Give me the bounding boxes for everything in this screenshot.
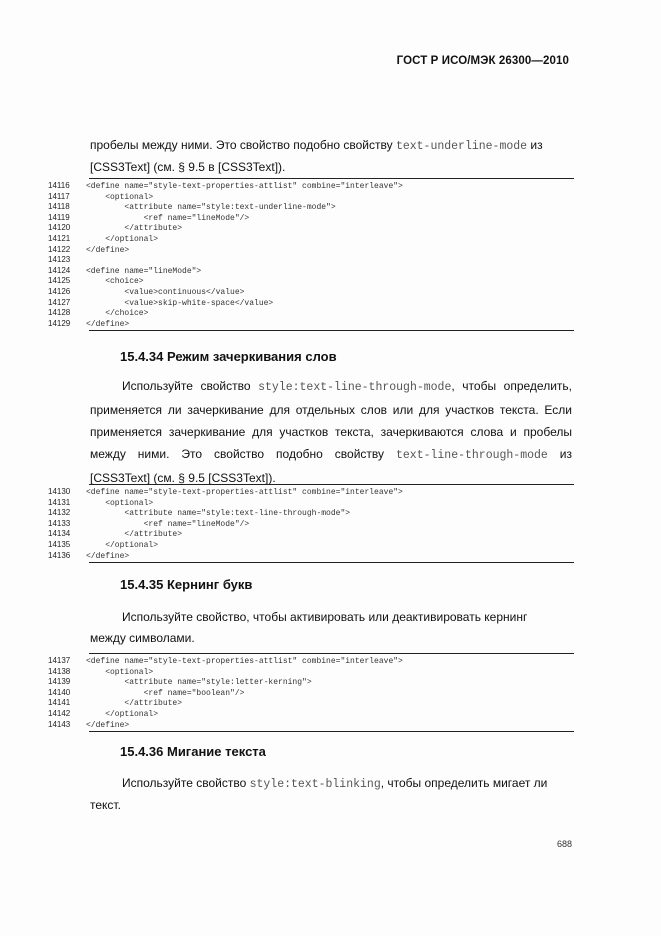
code-text: <ref name="lineMode"/> [86, 519, 250, 529]
line-number: 14143 [48, 719, 71, 729]
code-line [48, 298, 273, 308]
section-15-4-34-paragraph [90, 375, 572, 489]
line-number: 14138 [48, 666, 71, 676]
line-number: 14139 [48, 677, 71, 687]
line-number: 14126 [48, 287, 71, 296]
line-number: 14136 [48, 550, 71, 560]
code-text: <optional> [86, 498, 154, 508]
line-number: 14120 [48, 223, 71, 233]
code-text: </optional> [86, 541, 159, 550]
s1-code-2: text-line-through-mode [395, 449, 548, 462]
code-line [48, 192, 153, 202]
s1-code: style:text-line-through-mode [258, 381, 452, 394]
code-line [48, 656, 403, 666]
code-text: <define name="style-text-properties-attlist" combine="interleave"> [86, 488, 403, 497]
code-line [48, 245, 129, 255]
section-15-4-36-line-2: текст. [90, 798, 121, 812]
code-line [48, 498, 153, 508]
code-line [48, 529, 182, 539]
line-number: 14137 [48, 656, 71, 665]
code-line [48, 508, 350, 518]
code-text: </define> [86, 319, 130, 329]
intro-line-2: [CSS3Text] (см. § 9.5 в [CSS3Text]). [90, 160, 286, 174]
section-15-4-36-line-1 [90, 772, 572, 796]
code-line [48, 308, 148, 318]
line-number: 14129 [48, 318, 71, 328]
code-rule-bottom [89, 731, 574, 732]
code-text: <attribute name="style:text-line-through-mode"> [86, 509, 351, 519]
line-number: 14121 [48, 234, 71, 243]
code-text: <optional> [86, 192, 154, 202]
code-line [48, 688, 244, 698]
line-number: 14119 [48, 212, 70, 222]
line-number: 14116 [48, 181, 70, 190]
line-number: 14122 [48, 244, 71, 254]
intro-code: text-underline-mode [395, 140, 528, 153]
code-text: <define name="style-text-properties-attlist" combine="interleave"> [86, 657, 403, 666]
s1-text-end: , чтобы определить, применяется ли зачеркивание для отдельных слов или для участков текста. Если применяется зачеркивание для участков текста, зачеркиваются слова и пробелы между ними. Это свойство подобно свойству [90, 379, 572, 461]
line-number: 14141 [48, 698, 71, 708]
code-text: <define name="lineMode"> [86, 266, 202, 276]
s3-text-end: , чтобы определить мигает ли [380, 776, 548, 790]
page-number: 688 [557, 839, 573, 849]
code-line [48, 234, 158, 244]
section-heading-15-4-35: 15.4.35 Кернинг букв [120, 577, 253, 592]
code-text: <attribute name="style:letter-kerning"> [86, 678, 312, 688]
line-number: 14133 [48, 518, 71, 528]
code-line [48, 667, 153, 677]
code-rule-top [89, 484, 574, 485]
code-line [48, 540, 158, 550]
line-number: 14124 [48, 265, 71, 275]
code-line [48, 319, 129, 329]
code-text: <ref name="lineMode"/> [86, 213, 250, 223]
code-line [48, 255, 86, 265]
code-text: </attribute> [86, 224, 183, 234]
code-line [48, 519, 249, 529]
code-line [48, 213, 249, 223]
line-number: 14132 [48, 508, 71, 518]
code-rule-top [89, 653, 574, 654]
code-line [48, 551, 129, 561]
s3-code: style:text-blinking [249, 778, 381, 791]
code-line [48, 223, 182, 233]
line-number: 14128 [48, 308, 71, 318]
code-text: </attribute> [86, 699, 183, 709]
code-rule-top [89, 178, 574, 179]
code-line [48, 266, 201, 276]
code-text: <choice> [86, 277, 144, 287]
section-15-4-35-line-2: между символами. [90, 631, 195, 645]
code-line [48, 202, 336, 212]
code-text: </define> [86, 720, 130, 730]
code-text: <ref name="boolean"/> [86, 688, 245, 698]
code-line [48, 181, 403, 191]
code-rule-bottom [89, 330, 574, 331]
s3-text-start: Используйте свойство [122, 776, 250, 790]
section-heading-15-4-34: 15.4.34 Режим зачеркивания слов [120, 349, 337, 364]
code-line [48, 720, 129, 730]
intro-line-1 [90, 134, 572, 158]
line-number: 14134 [48, 529, 71, 539]
code-line [48, 698, 182, 708]
line-number: 14127 [48, 297, 71, 307]
code-line [48, 709, 158, 719]
line-number: 14142 [48, 709, 71, 718]
code-text: </define> [86, 551, 130, 561]
code-text: <value>skip-white-space</value> [86, 298, 274, 308]
code-text: <value>continuous</value> [86, 288, 245, 297]
code-line [48, 287, 244, 297]
code-text: </define> [86, 245, 130, 255]
intro-text: пробелы между ними. Это свойство подобно свойству [90, 138, 396, 152]
code-line [48, 276, 144, 286]
line-number: 14131 [48, 497, 71, 507]
section-15-4-35-line-1: Используйте свойство, чтобы активировать или деактивировать кернинг [122, 610, 528, 624]
line-number: 14123 [48, 255, 71, 265]
code-line [48, 677, 312, 687]
code-line [48, 487, 403, 497]
line-number: 14118 [48, 202, 70, 212]
s1-text-tail: из [CSS3Text] (см. § 9.5 [CSS3Text]). [90, 447, 572, 485]
code-text: <optional> [86, 667, 154, 677]
code-text: <define name="style-text-properties-attlist" combine="interleave"> [86, 182, 403, 191]
s1-text-start: Используйте свойство [122, 379, 259, 393]
line-number: 14135 [48, 540, 71, 549]
line-number: 14130 [48, 487, 71, 496]
code-text: </attribute> [86, 530, 183, 540]
section-heading-15-4-36: 15.4.36 Мигание текста [120, 744, 266, 759]
line-number: 14140 [48, 687, 71, 697]
code-text: </choice> [86, 309, 149, 319]
line-number: 14117 [48, 191, 70, 201]
code-text: </optional> [86, 235, 159, 244]
document-header: ГОСТ Р ИСО/МЭК 26300—2010 [396, 55, 569, 67]
code-text: </optional> [86, 710, 159, 719]
intro-tail: из [527, 138, 543, 152]
code-rule-bottom [89, 562, 574, 563]
line-number: 14125 [48, 276, 71, 286]
code-text: <attribute name="style:text-underline-mode"> [86, 203, 336, 213]
